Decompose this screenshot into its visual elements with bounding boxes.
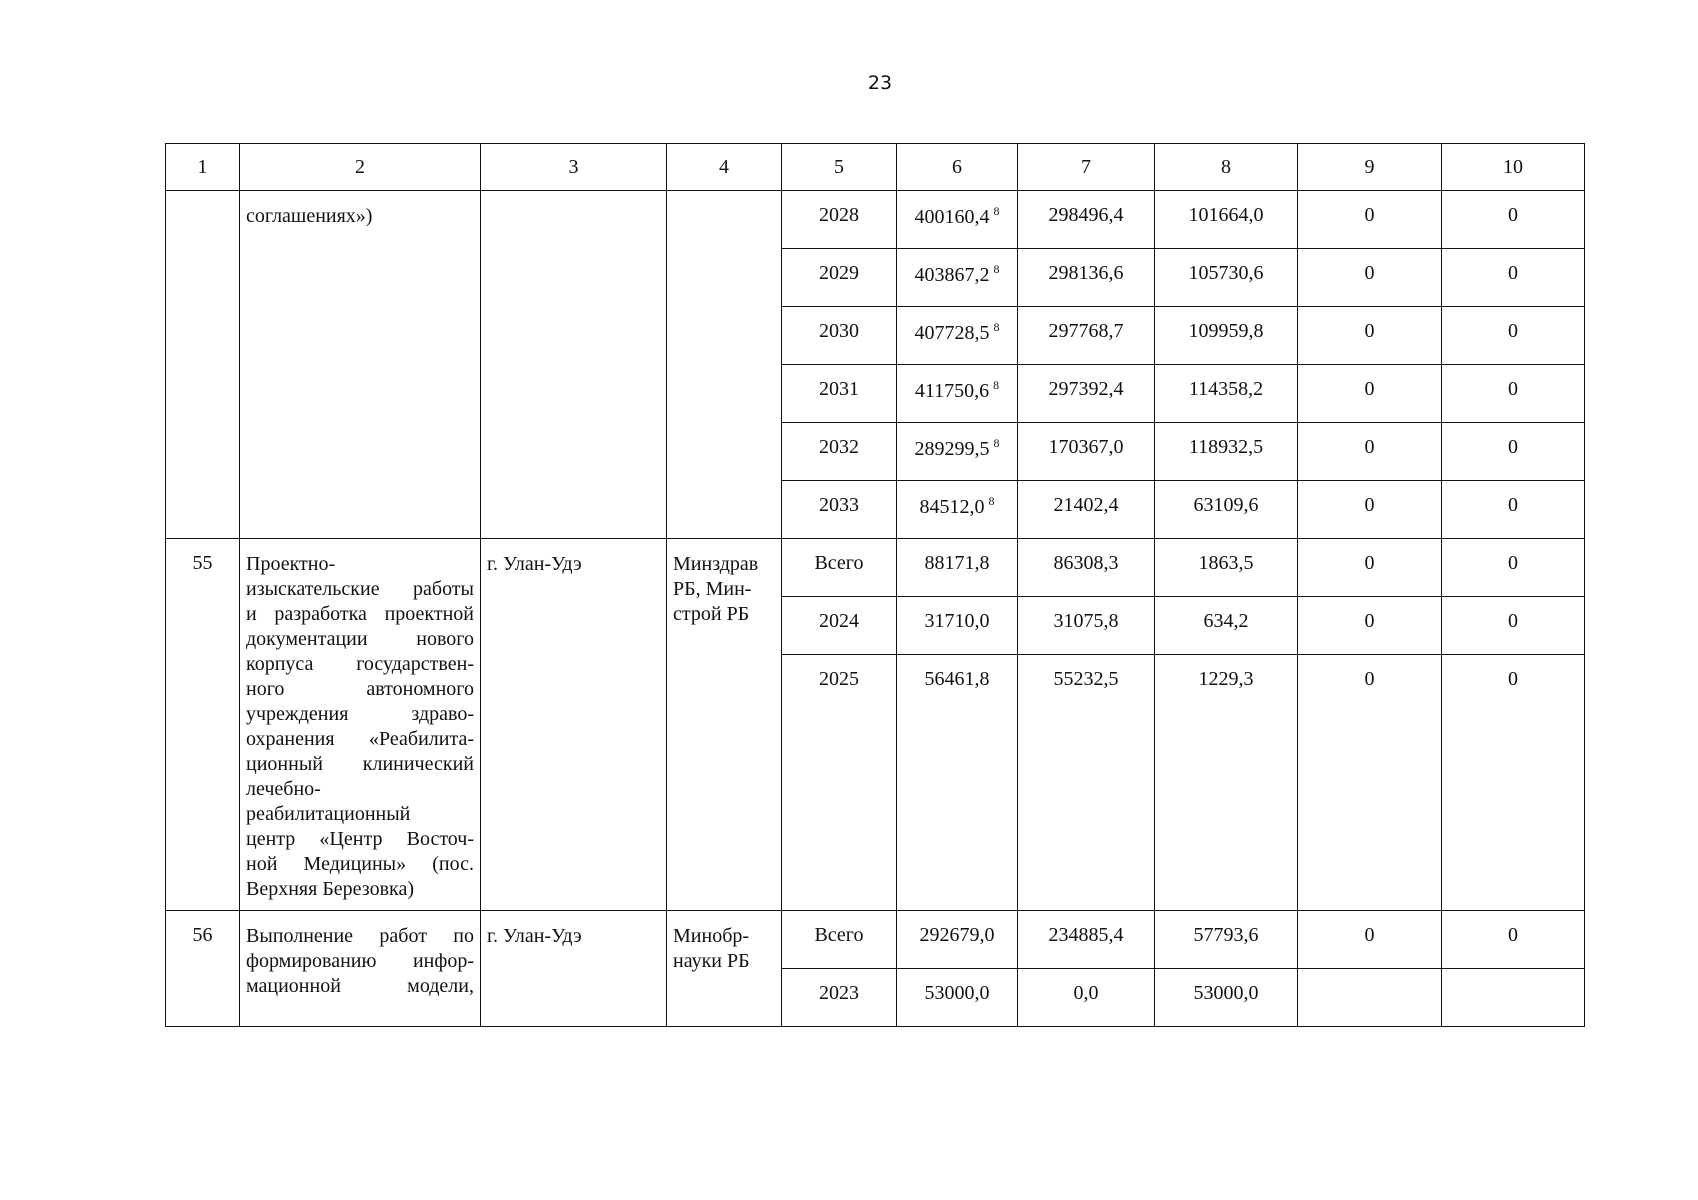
total-cell: 403867,2 $^8$ bbox=[897, 249, 1018, 307]
value-cell: 0 bbox=[1298, 655, 1442, 911]
year-cell: 2029 bbox=[782, 249, 897, 307]
value-cell: 105730,6 bbox=[1155, 249, 1298, 307]
year-cell: 2023 bbox=[782, 969, 897, 1027]
value-cell: 21402,4 bbox=[1018, 481, 1155, 539]
value-cell: 0 bbox=[1298, 481, 1442, 539]
value-cell: 0 bbox=[1442, 481, 1585, 539]
value-cell: 0 bbox=[1298, 911, 1442, 969]
item-description: Выполнение работ по формированию инфор- мационной модели, bbox=[240, 911, 481, 1027]
value-cell: 53000,0 bbox=[1155, 969, 1298, 1027]
value-cell: 63109,6 bbox=[1155, 481, 1298, 539]
header-cell: 10 bbox=[1442, 144, 1585, 191]
header-cell: 7 bbox=[1018, 144, 1155, 191]
responsible-cell: Минобр- науки РБ bbox=[667, 911, 782, 1027]
value-cell: 634,2 bbox=[1155, 597, 1298, 655]
total-cell: 56461,8 bbox=[897, 655, 1018, 911]
value-cell: 1229,3 bbox=[1155, 655, 1298, 911]
year-cell: 2025 bbox=[782, 655, 897, 911]
year-cell: Всего bbox=[782, 911, 897, 969]
footnote-mark: 8 bbox=[993, 320, 1000, 334]
total-cell: 84512,0 $^8$ bbox=[897, 481, 1018, 539]
value-cell: 0 bbox=[1298, 597, 1442, 655]
value-cell: 0 bbox=[1442, 307, 1585, 365]
value-cell: 101664,0 bbox=[1155, 191, 1298, 249]
value-cell: 234885,4 bbox=[1018, 911, 1155, 969]
item-number-cell: 56 bbox=[166, 911, 240, 1027]
total-cell: 411750,6 $^8$ bbox=[897, 365, 1018, 423]
total-cell: 53000,0 bbox=[897, 969, 1018, 1027]
total-cell: 292679,0 bbox=[897, 911, 1018, 969]
table-row bbox=[166, 191, 1585, 249]
footnote-mark: 8 bbox=[993, 262, 1000, 276]
header-cell: 3 bbox=[481, 144, 667, 191]
value-cell: 0 bbox=[1298, 539, 1442, 597]
value-cell: 114358,2 bbox=[1155, 365, 1298, 423]
header-cell: 4 bbox=[667, 144, 782, 191]
footnote-mark: 8 bbox=[993, 436, 1000, 450]
value-cell: 0 bbox=[1298, 307, 1442, 365]
year-cell: 2031 bbox=[782, 365, 897, 423]
value-cell: 0 bbox=[1442, 365, 1585, 423]
value-cell: 86308,3 bbox=[1018, 539, 1155, 597]
header-row bbox=[166, 144, 1585, 191]
value-cell: 55232,5 bbox=[1018, 655, 1155, 911]
header-cell: 2 bbox=[240, 144, 481, 191]
value-cell: 1863,5 bbox=[1155, 539, 1298, 597]
header-cell: 5 bbox=[782, 144, 897, 191]
header-cell: 8 bbox=[1155, 144, 1298, 191]
location-cell bbox=[481, 191, 667, 539]
value-cell: 0 bbox=[1442, 597, 1585, 655]
value-cell: 118932,5 bbox=[1155, 423, 1298, 481]
responsible-cell: Минздрав РБ, Мин- строй РБ bbox=[667, 539, 782, 911]
year-cell: 2030 bbox=[782, 307, 897, 365]
value-cell: 0 bbox=[1298, 365, 1442, 423]
year-cell: 2032 bbox=[782, 423, 897, 481]
year-cell: Всего bbox=[782, 539, 897, 597]
value-cell: 0 bbox=[1298, 249, 1442, 307]
value-cell: 170367,0 bbox=[1018, 423, 1155, 481]
value-cell: 31075,8 bbox=[1018, 597, 1155, 655]
total-cell: 400160,4 $^8$ bbox=[897, 191, 1018, 249]
responsible-cell bbox=[667, 191, 782, 539]
footnote-mark: 8 bbox=[988, 494, 995, 508]
total-cell: 88171,8 bbox=[897, 539, 1018, 597]
total-cell: 407728,5 $^8$ bbox=[897, 307, 1018, 365]
value-cell bbox=[1298, 969, 1442, 1027]
financing-table bbox=[165, 143, 1585, 1027]
header-cell: 6 bbox=[897, 144, 1018, 191]
footnote-mark: 8 bbox=[993, 378, 1000, 392]
value-cell: 0 bbox=[1298, 191, 1442, 249]
value-cell: 0,0 bbox=[1018, 969, 1155, 1027]
header-cell: 9 bbox=[1298, 144, 1442, 191]
value-cell: 0 bbox=[1442, 655, 1585, 911]
item-description: соглашениях») bbox=[240, 191, 481, 539]
value-cell: 297392,4 bbox=[1018, 365, 1155, 423]
location-cell: г. Улан-Удэ bbox=[481, 539, 667, 911]
value-cell: 0 bbox=[1298, 423, 1442, 481]
header-cell: 1 bbox=[166, 144, 240, 191]
value-cell: 0 bbox=[1442, 191, 1585, 249]
value-cell: 298136,6 bbox=[1018, 249, 1155, 307]
value-cell: 0 bbox=[1442, 911, 1585, 969]
item-number-cell: 55 bbox=[166, 539, 240, 911]
total-cell: 289299,5 $^8$ bbox=[897, 423, 1018, 481]
value-cell: 109959,8 bbox=[1155, 307, 1298, 365]
table-row bbox=[166, 911, 1585, 969]
year-cell: 2028 bbox=[782, 191, 897, 249]
value-cell: 298496,4 bbox=[1018, 191, 1155, 249]
value-cell: 297768,7 bbox=[1018, 307, 1155, 365]
value-cell bbox=[1442, 969, 1585, 1027]
total-cell: 31710,0 bbox=[897, 597, 1018, 655]
year-cell: 2024 bbox=[782, 597, 897, 655]
location-cell: г. Улан-Удэ bbox=[481, 911, 667, 1027]
year-cell: 2033 bbox=[782, 481, 897, 539]
table-row bbox=[166, 539, 1585, 597]
value-cell: 57793,6 bbox=[1155, 911, 1298, 969]
page-number: 23 bbox=[867, 72, 893, 94]
footnote-mark: 8 bbox=[993, 204, 1000, 218]
value-cell: 0 bbox=[1442, 423, 1585, 481]
value-cell: 0 bbox=[1442, 249, 1585, 307]
item-description: Проектно- изыскательские работы и разработка проектной документации нового корпуса государствен- ного автономного учреждения здраво- охранения «Реабилита- ционный клинический лечебно- реабилитационный центр «Центр Восточ- ной Медицины» (пос. Верхняя Березовка) bbox=[240, 539, 481, 911]
item-number-cell bbox=[166, 191, 240, 539]
value-cell: 0 bbox=[1442, 539, 1585, 597]
